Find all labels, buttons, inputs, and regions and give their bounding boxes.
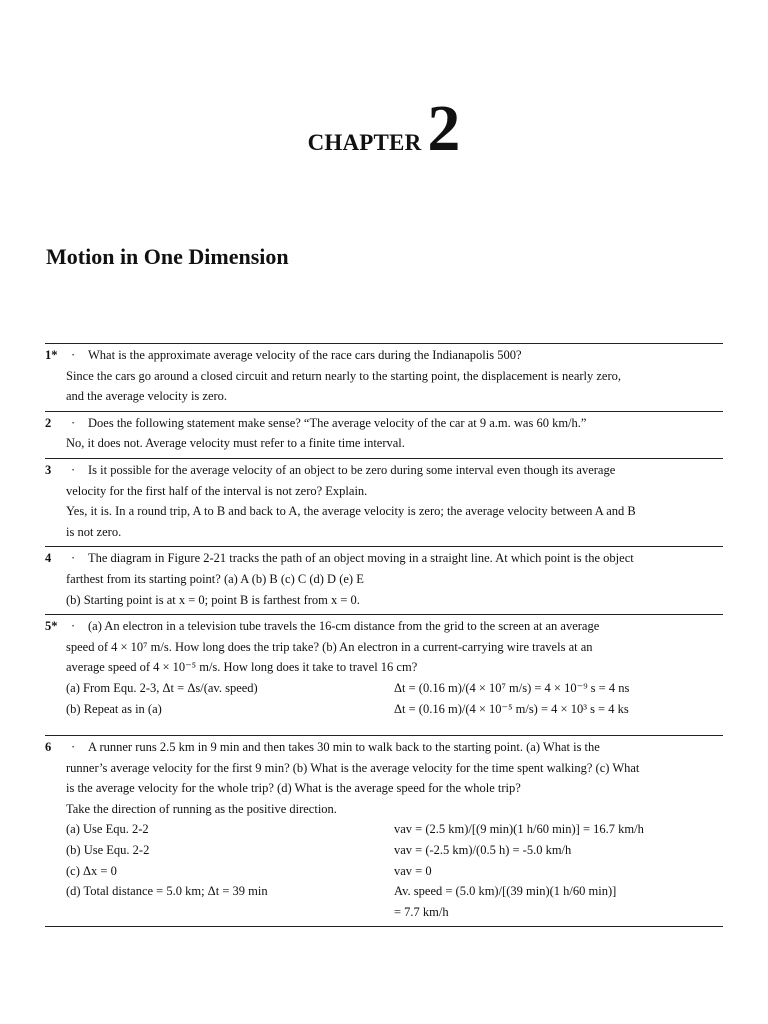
question-line: runner’s average velocity for the first 9 min? (b) What is the average velocity for the time spent walking? (c) What — [66, 760, 640, 775]
chapter-number: 2 — [427, 92, 461, 165]
step-row — [45, 678, 723, 699]
problem-number: 3 — [45, 462, 52, 477]
bullet: · — [71, 740, 76, 755]
problem-4 — [45, 546, 723, 614]
answer-line: (b) Starting point is at x = 0; point B is farthest from x = 0. — [66, 592, 360, 607]
step-row — [45, 840, 723, 861]
step-row — [45, 699, 723, 720]
answer-line: is not zero. — [66, 524, 122, 539]
problem-6 — [45, 735, 723, 927]
chapter-heading — [0, 92, 768, 165]
step-result: vav = (2.5 km)/[(9 min)(1 h/60 min)] = 16.7 km/h — [394, 822, 644, 837]
step-label: (a) Use Equ. 2-2 — [66, 822, 149, 837]
section-title: Motion in One Dimension — [46, 244, 289, 269]
step-result: Av. speed = (5.0 km)/[(39 min)(1 h/60 min)] — [394, 884, 617, 899]
problem-3 — [45, 458, 723, 546]
answer-line: Since the cars go around a closed circuit and return nearly to the starting point, the displacement is nearly zero, — [66, 368, 622, 383]
answer-line: and the average velocity is zero. — [66, 389, 228, 404]
problem-number: 1* — [45, 348, 58, 362]
question-line: farthest from its starting point? (a) A (b) B (c) C (d) D (e) E — [66, 571, 364, 586]
answer-line: Take the direction of running as the positive direction. — [66, 801, 337, 816]
bullet: · — [71, 348, 76, 362]
question-line: velocity for the first half of the interval is not zero? Explain. — [66, 483, 368, 498]
problem-2 — [45, 411, 723, 458]
problem-number: 2 — [45, 415, 52, 430]
bullet: · — [71, 415, 76, 430]
problem-1 — [45, 343, 723, 411]
question-line: Does the following statement make sense? “The average velocity of the car at 9 a.m. was 60 km/h.” — [88, 415, 587, 430]
step-result: Δt = (0.16 m)/(4 × 10⁻⁵ m/s) = 4 × 10³ s = 4 ks — [394, 701, 629, 716]
question-line: A runner runs 2.5 km in 9 min and then takes 30 min to walk back to the starting point. (a) What is the — [88, 740, 600, 755]
step-result: vav = (-2.5 km)/(0.5 h) = -5.0 km/h — [394, 843, 572, 858]
question-line: is the average velocity for the whole trip? (d) What is the average speed for the whole trip? — [66, 781, 521, 796]
chapter-word: CHAPTER — [307, 130, 422, 155]
step-label: (b) Repeat as in (a) — [66, 701, 162, 716]
step-label: (b) Use Equ. 2-2 — [66, 843, 150, 858]
problem-list — [45, 343, 723, 927]
problem-5 — [45, 614, 723, 735]
step-row — [45, 819, 723, 840]
question-line: Is it possible for the average velocity of an object to be zero during some interval even though its average — [88, 462, 616, 477]
question-line: average speed of 4 × 10⁻⁵ m/s. How long does it take to travel 16 cm? — [66, 660, 418, 675]
problem-number: 5* — [45, 619, 58, 634]
step-row — [45, 861, 723, 882]
step-result: vav = 0 — [394, 863, 432, 878]
answer-line: Yes, it is. In a round trip, A to B and back to A, the average velocity is zero; the average velocity between A and B — [66, 504, 636, 519]
problem-number: 6 — [45, 740, 52, 755]
step-label: (c) Δx = 0 — [66, 863, 117, 878]
question-line: (a) An electron in a television tube travels the 16-cm distance from the grid to the screen at an average — [88, 619, 600, 634]
problem-number: 4 — [45, 551, 52, 566]
question-line: The diagram in Figure 2-21 tracks the path of an object moving in a straight line. At which point is the object — [88, 551, 634, 566]
bullet: · — [71, 619, 76, 634]
step-result: = 7.7 km/h — [394, 904, 449, 919]
step-result: Δt = (0.16 m)/(4 × 10⁷ m/s) = 4 × 10⁻⁹ s = 4 ns — [394, 680, 630, 695]
question-line: speed of 4 × 10⁷ m/s. How long does the trip take? (b) An electron in a current-carrying wire travels at an — [66, 639, 593, 654]
bullet: · — [71, 462, 76, 477]
step-row — [45, 902, 723, 923]
question-line: What is the approximate average velocity of the race cars during the Indianapolis 500? — [88, 348, 522, 362]
step-label: (d) Total distance = 5.0 km; Δt = 39 min — [66, 884, 268, 899]
answer-line: No, it does not. Average velocity must refer to a finite time interval. — [66, 436, 405, 451]
bullet: · — [71, 551, 76, 566]
step-label: (a) From Equ. 2-3, Δt = Δs/(av. speed) — [66, 680, 258, 695]
step-row — [45, 881, 723, 902]
